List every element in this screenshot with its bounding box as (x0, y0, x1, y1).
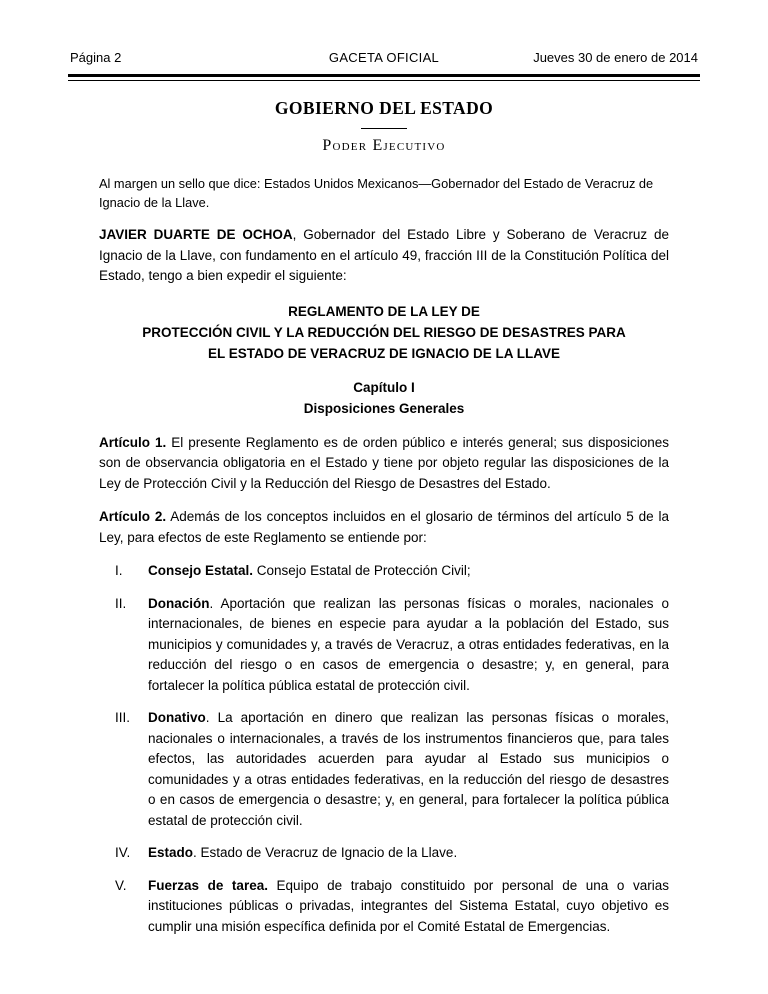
definition-body (148, 843, 669, 864)
definition-item-5 (99, 876, 669, 938)
chapter-subtitle: Disposiciones Generales (303, 400, 465, 416)
definition-text: . La aportación en dinero que realizan las personas físicas o morales, nacionales o internacionales, a través de los instrumentos financieros que, para tales efectos, las autoridades acuerden para ayudar al Estado sus municipios o comunidades y a otras entidades federativas, en la reducción del riesgo de desastres o en casos de emergencia o desastre; y, en general, para fortalecer la política pública estatal de protección civil. (148, 710, 669, 828)
definition-term: Donativo (148, 710, 206, 726)
definition-text: . Aportación que realizan las personas físicas o morales, nacionales o internacionales, de bienes en especie para ayudar a la población del Estado, sus municipios y comunidades y, a través de Veracruz, a otras entidades federativas, en la reducción del riesgo o en casos de emergencia o desastre; y, en general, para fortalecer la política pública estatal de protección civil. (148, 595, 669, 693)
governor-text: , Gobernador del Estado Libre y Soberano de Veracruz de Ignacio de la Llave, con fundamento en el artículo 49, fracción III de la Constitución Política del Estado, tengo a bien expedir el siguiente: (99, 227, 669, 284)
definition-numeral: III. (115, 710, 131, 726)
chapter-title: Capítulo I (353, 379, 415, 395)
article-1-label: Artículo 1. (99, 434, 167, 450)
definition-item-3 (99, 708, 669, 831)
definition-body (148, 594, 669, 697)
article-2-label: Artículo 2. (99, 509, 167, 525)
definition-item-2 (99, 594, 669, 697)
definition-term: Donación (148, 595, 210, 611)
article-1-paragraph (99, 433, 669, 495)
regulation-title-line-3: EL ESTADO DE VERACRUZ DE IGNACIO DE LA LLAVE (207, 345, 561, 361)
publication-title: GACETA OFICIAL (328, 50, 440, 65)
definition-numeral: IV. (115, 845, 131, 861)
definition-numeral: I. (115, 563, 123, 579)
definitions-list (99, 561, 669, 937)
governor-name: JAVIER DUARTE DE OCHOA (99, 227, 293, 243)
article-2-text: Además de los conceptos incluidos en el glosario de términos del artículo 5 de la Ley, para efectos de este Reglamento se entiende por: (99, 509, 669, 545)
definition-numeral: V. (115, 877, 127, 893)
definition-body (148, 708, 669, 831)
definition-body (148, 561, 669, 582)
governor-paragraph (99, 225, 669, 287)
definition-item-4 (99, 843, 669, 864)
regulation-title (99, 302, 669, 365)
definition-text: . Estado de Veracruz de Ignacio de la Llave. (193, 845, 458, 861)
article-2-paragraph (99, 507, 669, 548)
chapter-heading (99, 378, 669, 420)
definition-term: Estado (148, 845, 194, 861)
definition-text: Consejo Estatal de Protección Civil; (253, 563, 471, 579)
issue-date: Jueves 30 de enero de 2014 (533, 50, 698, 65)
definition-numeral: II. (115, 595, 127, 611)
article-1-text: El presente Reglamento es de orden público e interés general; sus disposiciones son de observancia obligatoria en el Estado y tiene por objeto regular las disposiciones de la Ley de Protección Civil y la Reducción del Riesgo de Desastres del Estado. (99, 434, 670, 491)
seal-paragraph: Al margen un sello que dice: Estados Unidos Mexicanos—Gobernador del Estado de Veracruz de Ignacio de la Llave. (99, 176, 654, 211)
definition-item-1 (99, 561, 669, 582)
masthead-title: GOBIERNO DEL ESTADO (274, 98, 494, 118)
definition-term: Fuerzas de tarea. (148, 877, 268, 893)
page-header (68, 50, 700, 74)
definition-body (148, 876, 669, 938)
page-number: Página 2 (70, 50, 122, 65)
definition-term: Consejo Estatal. (148, 563, 254, 579)
document-body (68, 98, 700, 937)
header-rule (68, 74, 700, 81)
title-divider (361, 128, 407, 129)
regulation-title-line-2: PROTECCIÓN CIVIL Y LA REDUCCIÓN DEL RIESGO DE DESASTRES PARA (142, 324, 626, 340)
masthead-subtitle: Poder Ejecutivo (322, 137, 446, 154)
definition-text: Equipo de trabajo constituido por personal de una o varias instituciones públicas o privadas, integrantes del Sistema Estatal, cuyo objetivo es cumplir una misión específica definida por el Comité Estatal de Emergencias. (148, 877, 669, 934)
regulation-title-line-1: REGLAMENTO DE LA LEY DE (288, 303, 480, 319)
